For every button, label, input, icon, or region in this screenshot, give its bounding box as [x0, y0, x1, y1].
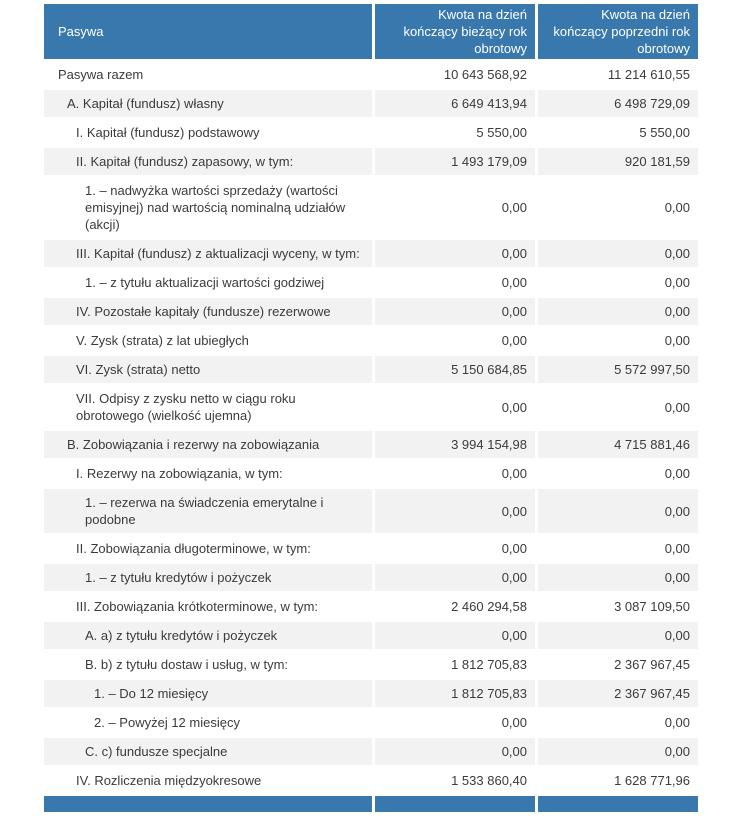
row-previous-year-value: 2 367 967,45	[538, 680, 698, 707]
row-current-year-value: 0,00	[375, 489, 535, 533]
row-current-year-value: 0,00	[375, 622, 535, 649]
row-current-year-value: 0,00	[375, 298, 535, 325]
table-row	[44, 61, 698, 88]
row-label: V. Zysk (strata) z lat ubiegłych	[44, 327, 372, 354]
row-label: I. Rezerwy na zobowiązania, w tym:	[44, 460, 372, 487]
row-label: A. Kapitał (fundusz) własny	[44, 90, 372, 117]
table-row	[44, 767, 698, 794]
row-previous-year-value: 0,00	[538, 240, 698, 267]
header-pasywa: Pasywa	[44, 4, 372, 59]
row-previous-year-value: 4 715 881,46	[538, 431, 698, 458]
table-header-row	[44, 4, 698, 59]
row-current-year-value: 0,00	[375, 460, 535, 487]
row-current-year-value: 1 493 179,09	[375, 148, 535, 175]
row-current-year-value: 0,00	[375, 177, 535, 238]
row-label: III. Zobowiązania krótkoterminowe, w tym:	[44, 593, 372, 620]
table-row	[44, 460, 698, 487]
row-previous-year-value: 0,00	[538, 460, 698, 487]
table-row	[44, 431, 698, 458]
header-previous-year-amount: Kwota na dzień kończący poprzedni rok obrotowy	[538, 4, 698, 59]
row-current-year-value: 0,00	[375, 535, 535, 562]
row-previous-year-value: 0,00	[538, 489, 698, 533]
row-label: II. Zobowiązania długoterminowe, w tym:	[44, 535, 372, 562]
table-row	[44, 535, 698, 562]
row-label: VI. Zysk (strata) netto	[44, 356, 372, 383]
row-current-year-value: 0,00	[375, 709, 535, 736]
table-row	[44, 489, 698, 533]
row-label: IV. Pozostałe kapitały (fundusze) rezerwowe	[44, 298, 372, 325]
row-previous-year-value: 0,00	[538, 327, 698, 354]
next-header-cell	[44, 796, 372, 812]
row-label: I. Kapitał (fundusz) podstawowy	[44, 119, 372, 146]
table-row	[44, 177, 698, 238]
row-previous-year-value: 0,00	[538, 535, 698, 562]
table-body	[44, 61, 698, 794]
row-label: 1. – rezerwa na świadczenia emerytalne i podobne	[44, 489, 372, 533]
row-label: C. c) fundusze specjalne	[44, 738, 372, 765]
table-row	[44, 240, 698, 267]
row-label: IV. Rozliczenia międzyokresowe	[44, 767, 372, 794]
table-row	[44, 298, 698, 325]
table-row	[44, 356, 698, 383]
table-row	[44, 385, 698, 429]
row-label: 1. – Do 12 miesięcy	[44, 680, 372, 707]
row-previous-year-value: 0,00	[538, 738, 698, 765]
row-label: 2. – Powyżej 12 miesięcy	[44, 709, 372, 736]
row-label: III. Kapitał (fundusz) z aktualizacji wyceny, w tym:	[44, 240, 372, 267]
table-row	[44, 269, 698, 296]
next-header-cell	[375, 796, 535, 812]
row-current-year-value: 3 994 154,98	[375, 431, 535, 458]
row-previous-year-value: 3 087 109,50	[538, 593, 698, 620]
row-previous-year-value: 0,00	[538, 709, 698, 736]
row-label: 1. – nadwyżka wartości sprzedaży (wartości emisyjnej) nad wartością nominalną udziałów (akcji)	[44, 177, 372, 238]
row-current-year-value: 0,00	[375, 738, 535, 765]
row-label: Pasywa razem	[44, 61, 372, 88]
row-label: II. Kapitał (fundusz) zapasowy, w tym:	[44, 148, 372, 175]
row-previous-year-value: 11 214 610,55	[538, 61, 698, 88]
table-row	[44, 327, 698, 354]
table-row	[44, 738, 698, 765]
row-previous-year-value: 0,00	[538, 564, 698, 591]
row-current-year-value: 1 812 705,83	[375, 680, 535, 707]
row-current-year-value: 1 812 705,83	[375, 651, 535, 678]
row-label: A. a) z tytułu kredytów i pożyczek	[44, 622, 372, 649]
row-current-year-value: 0,00	[375, 327, 535, 354]
next-table-header-cutoff	[44, 796, 698, 812]
row-previous-year-value: 5 572 997,50	[538, 356, 698, 383]
table-row	[44, 148, 698, 175]
row-current-year-value: 6 649 413,94	[375, 90, 535, 117]
row-previous-year-value: 0,00	[538, 269, 698, 296]
row-current-year-value: 5 150 684,85	[375, 356, 535, 383]
table-row	[44, 593, 698, 620]
row-current-year-value: 1 533 860,40	[375, 767, 535, 794]
row-previous-year-value: 0,00	[538, 177, 698, 238]
table-row	[44, 651, 698, 678]
row-label: 1. – z tytułu aktualizacji wartości godziwej	[44, 269, 372, 296]
row-current-year-value: 0,00	[375, 269, 535, 296]
row-label: B. Zobowiązania i rezerwy na zobowiązania	[44, 431, 372, 458]
row-current-year-value: 10 643 568,92	[375, 61, 535, 88]
row-current-year-value: 0,00	[375, 240, 535, 267]
table-row	[44, 709, 698, 736]
row-previous-year-value: 6 498 729,09	[538, 90, 698, 117]
row-previous-year-value: 0,00	[538, 298, 698, 325]
table-row	[44, 90, 698, 117]
row-previous-year-value: 1 628 771,96	[538, 767, 698, 794]
row-previous-year-value: 920 181,59	[538, 148, 698, 175]
table-row	[44, 564, 698, 591]
row-current-year-value: 2 460 294,58	[375, 593, 535, 620]
row-previous-year-value: 5 550,00	[538, 119, 698, 146]
row-current-year-value: 5 550,00	[375, 119, 535, 146]
table-row	[44, 680, 698, 707]
table-row	[44, 119, 698, 146]
row-label: VII. Odpisy z zysku netto w ciągu roku obrotowego (wielkość ujemna)	[44, 385, 372, 429]
row-previous-year-value: 0,00	[538, 385, 698, 429]
row-previous-year-value: 0,00	[538, 622, 698, 649]
row-current-year-value: 0,00	[375, 564, 535, 591]
row-label: B. b) z tytułu dostaw i usług, w tym:	[44, 651, 372, 678]
row-current-year-value: 0,00	[375, 385, 535, 429]
row-label: 1. – z tytułu kredytów i pożyczek	[44, 564, 372, 591]
pasywa-balance-sheet-table	[44, 4, 698, 812]
table-row	[44, 622, 698, 649]
next-header-cell	[538, 796, 698, 812]
header-current-year-amount: Kwota na dzień kończący bieżący rok obrotowy	[375, 4, 535, 59]
row-previous-year-value: 2 367 967,45	[538, 651, 698, 678]
